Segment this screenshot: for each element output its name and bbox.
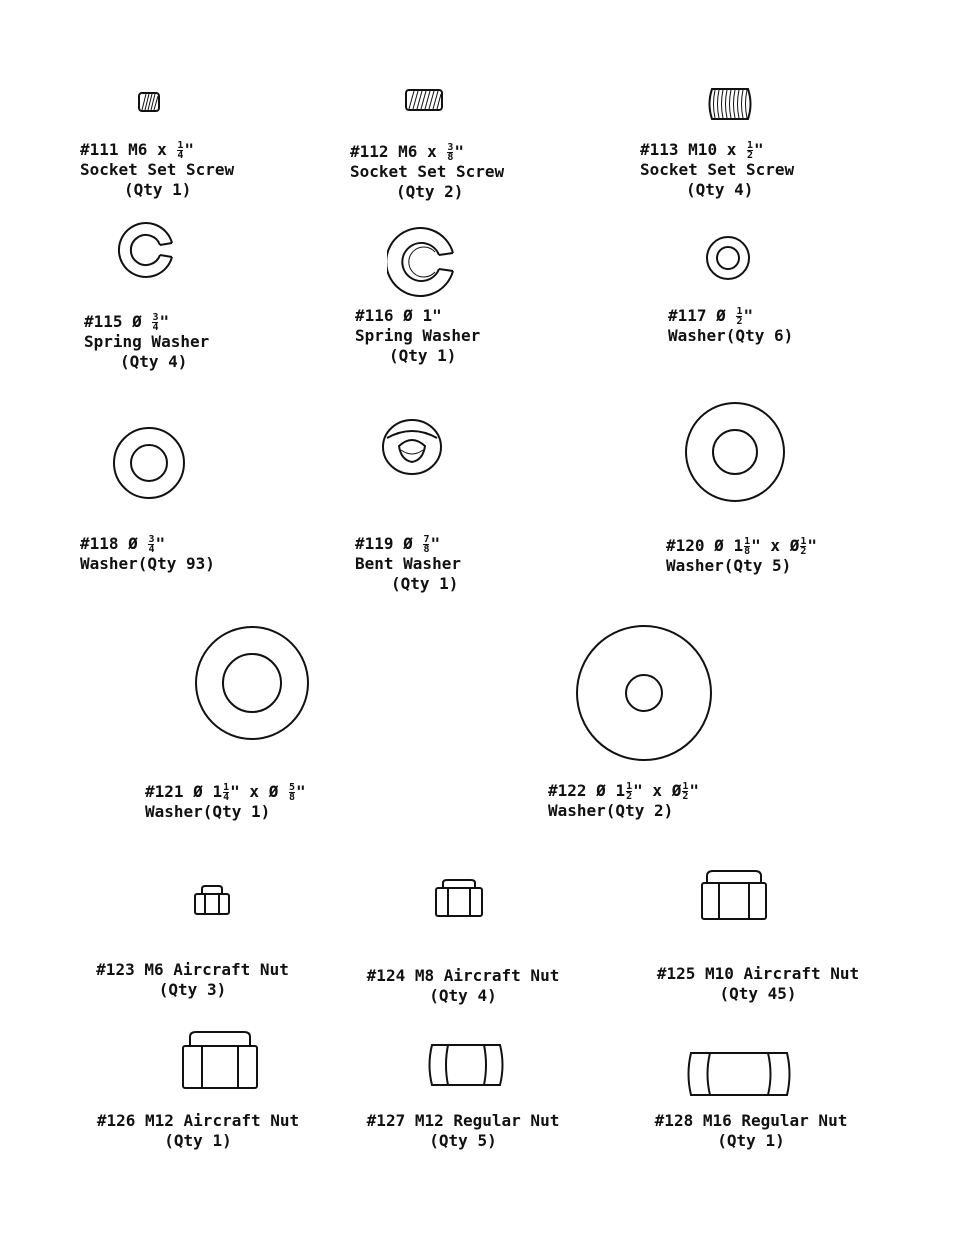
washer-117-icon <box>705 235 751 281</box>
fraction: $\frac{1}{2}$ <box>800 536 807 557</box>
set-screw-113-icon <box>706 86 754 122</box>
spring-washer-115-icon <box>116 221 176 281</box>
set-screw-112-icon <box>404 88 444 112</box>
washer-120-icon <box>684 401 786 503</box>
regular-nut-128-icon <box>684 1051 794 1097</box>
set-screw-111-icon <box>137 91 161 113</box>
fraction: $\frac{1}{2}$ <box>682 781 689 802</box>
spring-washer-116-icon <box>387 226 459 298</box>
fraction: $\frac{3}{4}$ <box>152 312 159 333</box>
aircraft-nut-126-icon <box>180 1030 260 1090</box>
bent-washer-119-icon <box>381 416 443 478</box>
washer-121-icon <box>194 625 310 741</box>
fraction: $\frac{1}{2}$ <box>626 781 633 802</box>
regular-nut-127-icon <box>426 1043 506 1087</box>
washer-122-icon <box>575 624 713 762</box>
fraction: $\frac{1}{4}$ <box>223 782 230 803</box>
aircraft-nut-124-icon <box>433 878 485 918</box>
fraction: $\frac{3}{8}$ <box>447 142 454 163</box>
fraction: $\frac{7}{8}$ <box>423 534 430 555</box>
fraction: $\frac{1}{4}$ <box>177 140 184 161</box>
aircraft-nut-125-icon <box>699 869 769 921</box>
washer-118-icon <box>112 426 186 500</box>
fraction: $\frac{5}{8}$ <box>288 782 295 803</box>
fraction: $\frac{3}{4}$ <box>148 534 155 555</box>
fraction: $\frac{1}{8}$ <box>744 536 751 557</box>
aircraft-nut-123-icon <box>192 884 232 916</box>
fraction: $\frac{1}{2}$ <box>746 140 754 161</box>
fraction: $\frac{1}{2}$ <box>736 306 743 327</box>
